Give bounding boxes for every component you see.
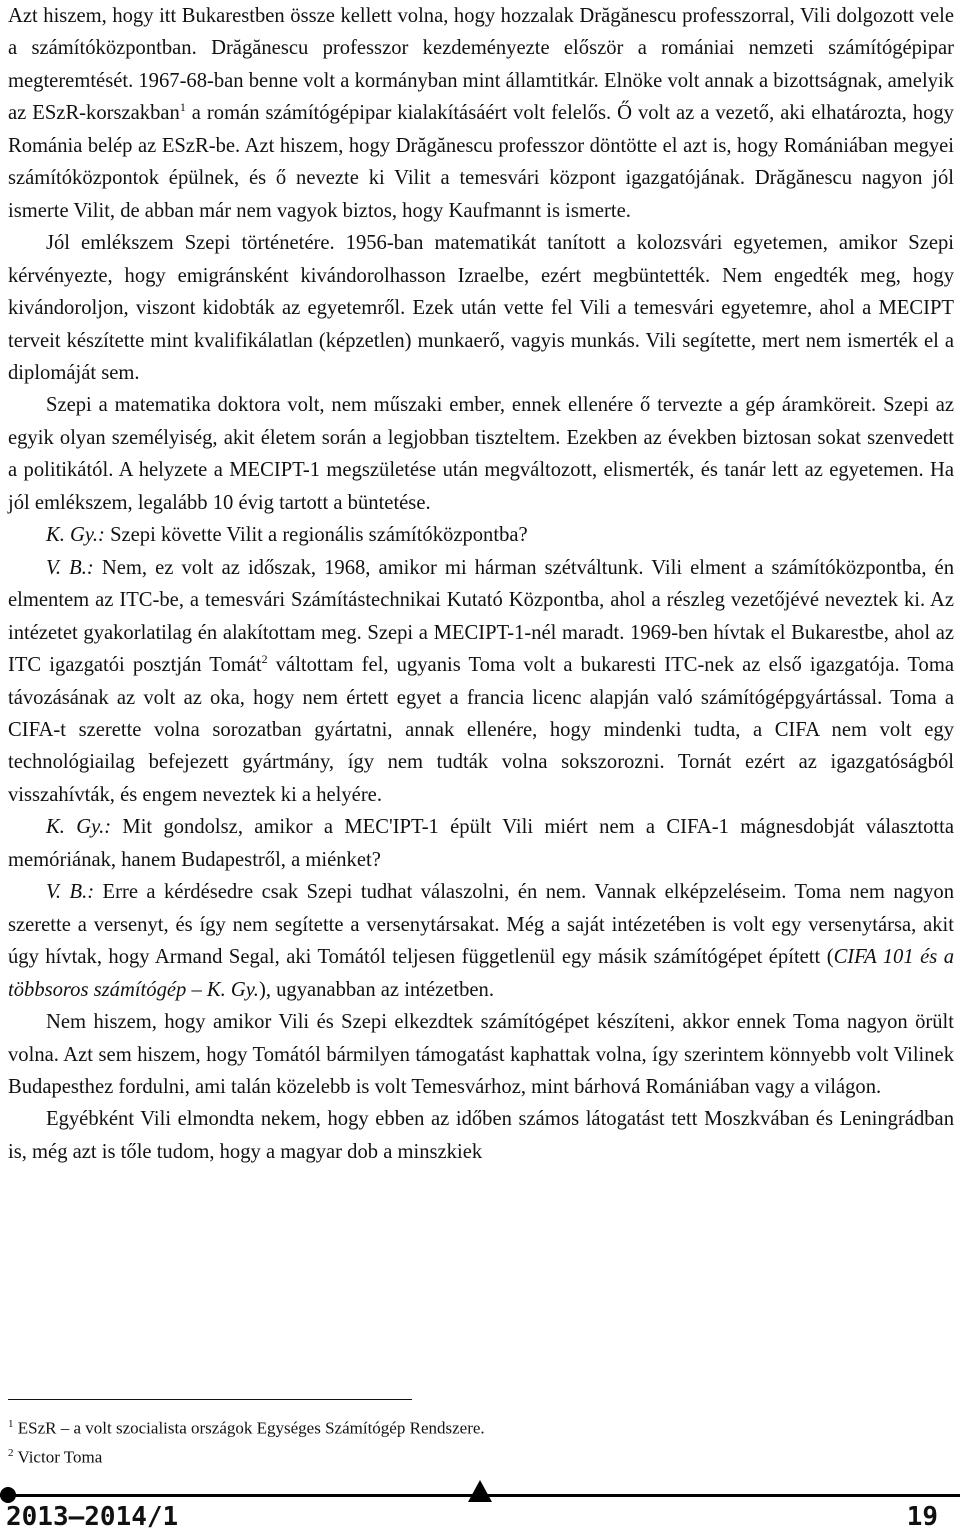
text-run: a román számítógépipar kialakításáért volt felelős. Ő volt az a vezető, aki elhatározta, hogy Románia belép az ESzR-be. Azt hiszem, hogy Drăgănescu professzor döntötte el azt is, hogy Romániában megyei számítóközpontok épülnek, és ő nevezte ki Vilit a temesvári központ igazgatójának. Drăgănescu nagyon jól ismerte Vilit, de abban már nem vagyok biztos, hogy Kaufmannt is ismerte. bbox=[8, 102, 954, 222]
footnote-text: ESzR – a volt szocialista országok Egységes Számítógép Rendszere. bbox=[13, 1418, 485, 1438]
speaker-label: K. Gy.: bbox=[46, 816, 112, 839]
paragraph bbox=[8, 1006, 954, 1103]
footer-dot-icon bbox=[0, 1487, 16, 1503]
paragraph bbox=[8, 1103, 954, 1168]
dialogue-line bbox=[8, 876, 954, 1006]
speaker-label: V. B.: bbox=[46, 556, 94, 579]
speaker-label: K. Gy.: bbox=[46, 524, 105, 547]
text-run: Erre a kérdésedre csak Szepi tudhat válaszolni, én nem. Vannak elképzeléseim. Toma nem nagyon szerette a versenyt, és így nem segítette a versenytársakat. Még a saját intézetében is volt egy versenytársa, akit úgy hívtak, hogy Armand Segal, aki Tomától teljesen függetlenül egy másik számítógépet épített ( bbox=[8, 881, 954, 969]
article-body bbox=[8, 0, 954, 1168]
footnote-1 bbox=[8, 1412, 948, 1441]
text-run: Szepi a matematika doktora volt, nem műszaki ember, ennek ellenére ő tervezte a gép áramköreit. Szepi az egyik olyan személyiség, akit életem során a legjobban tiszteltem. Ezekben az években biztosan sokat szenvedett a politikától. A helyzete a MECIPT-1 megszületése után megváltozott, elismerték, és tanár lett az egyetemen. Ha jól emlékszem, legalább 10 évig tartott a büntetése. bbox=[8, 394, 954, 514]
footnote-2 bbox=[8, 1441, 948, 1470]
footnote-separator bbox=[8, 1399, 412, 1400]
dialogue-line bbox=[8, 519, 954, 551]
footnote-ref[interactable]: 1 bbox=[179, 100, 186, 115]
dialogue-line bbox=[8, 552, 954, 812]
issue-label: 2013–2014/1 bbox=[6, 1502, 179, 1532]
italic-note: CIFA 101 és a többsoros számítógép – K. Gy. bbox=[8, 946, 954, 1001]
text-run: váltottam fel, ugyanis Toma volt a bukaresti ITC-nek az első igazgatója. Toma távozásának az volt az oka, hogy nem értett egyet a francia licenc alapján való számítógépgyártással. Toma a CIFA-t szerette volna sorozatban gyártatni, annak ellenére, hogy mindenki tudta, a CIFA nem volt egy technológiailag befejezett gyártmány, így nem tudták volna sokszorozni. Tornát ezért az igazgatóságból visszahívták, és engem neveztek ki a helyére. bbox=[8, 654, 955, 806]
text-run: ), ugyanabban az intézetben. bbox=[258, 978, 494, 1001]
paragraph bbox=[8, 389, 954, 519]
paragraph bbox=[8, 0, 954, 227]
footer-triangle-icon bbox=[468, 1480, 492, 1502]
footnote-mark: 2 bbox=[8, 1446, 14, 1459]
text-run: Jól emlékszem Szepi történetére. 1956-ban matematikát tanított a kolozsvári egyetemen, amikor Szepi kérvényezte, hogy emigránsként kivándorolhasson Izraelbe, ezért megbüntették. Nem engedték meg, hogy kivándoroljon, viszont kidobták az egyetemről. Ezek után vette fel Vili a temesvári egyetemre, ahol a MECIPT terveit készítette mint kvalifikálatlan (képzetlen) munkaerő, vagyis munkás. Vili segítette, mert nem ismerték el a diplomáját sem. bbox=[8, 232, 954, 384]
footnote-mark: 1 bbox=[8, 1418, 14, 1430]
text-run: ESzR-korszakban bbox=[32, 102, 180, 125]
text-run: Nem hiszem, hogy amikor Vili és Szepi elkezdtek számítógépet készíteni, akkor ennek Toma nagyon örült volna. Azt sem hiszem, hogy Tomától bármilyen támogatást kaphattak volna, így szerintem könnyebb volt Vilinek Budapesthez fordulni, ami talán közelebb is volt Temesvárhoz, mint bárhová Romániában vagy a világon. bbox=[8, 1011, 954, 1098]
text-run: Nem, ez volt az időszak, 1968, amikor mi hárman szétváltunk. Vili elment a számítóközpontba, én elmentem az ITC-be, a temesvári Számítástechnikai Kutató Központba, ahol a részleg vezetőjévé neveztek ki. Az intézetet gyakorlatilag én alakítottam meg. Szepi a MECIPT-1-nél maradt. 1969-ben hívtak el Bukarestbe, ahol az ITC igazgatói posztján Tomát bbox=[8, 556, 954, 677]
footnotes bbox=[8, 1412, 948, 1469]
page-number: 19 bbox=[906, 1502, 938, 1532]
speaker-label: V. B.: bbox=[46, 881, 95, 904]
text-run: Mit gondolsz, amikor a MEC'IPT-1 épült Vili miért nem a CIFA-1 mágnesdobját választotta memóriának, hanem Budapestről, a miénket? bbox=[8, 816, 954, 871]
footnote-ref[interactable]: 2 bbox=[261, 652, 268, 667]
text-run: Szepi követte Vilit a regionális számítóközpontba? bbox=[104, 524, 528, 547]
text-run: Azt hiszem, hogy itt Bukarestben össze kellett volna, hogy hozzalak Drăgănescu professzorral, Vili dolgozott vele a számítóközpontban. Drăgănescu professzor kezdeményezte először a romániai nemzeti számítógépipar megteremtését. 1967-68-ban benne volt a kormányban mint államtitkár. Elnöke volt annak a bizottságnak, amelyik az bbox=[8, 5, 954, 125]
text-run: Egyébként Vili elmondta nekem, hogy ebben az időben számos látogatást tett Moszkvában és Leningrádban is, még azt is tőle tudom, hogy a magyar dob a minszkiek bbox=[8, 1108, 954, 1163]
paragraph bbox=[8, 227, 954, 389]
dialogue-line bbox=[8, 811, 954, 876]
footnote-text: Victor Toma bbox=[13, 1447, 103, 1467]
